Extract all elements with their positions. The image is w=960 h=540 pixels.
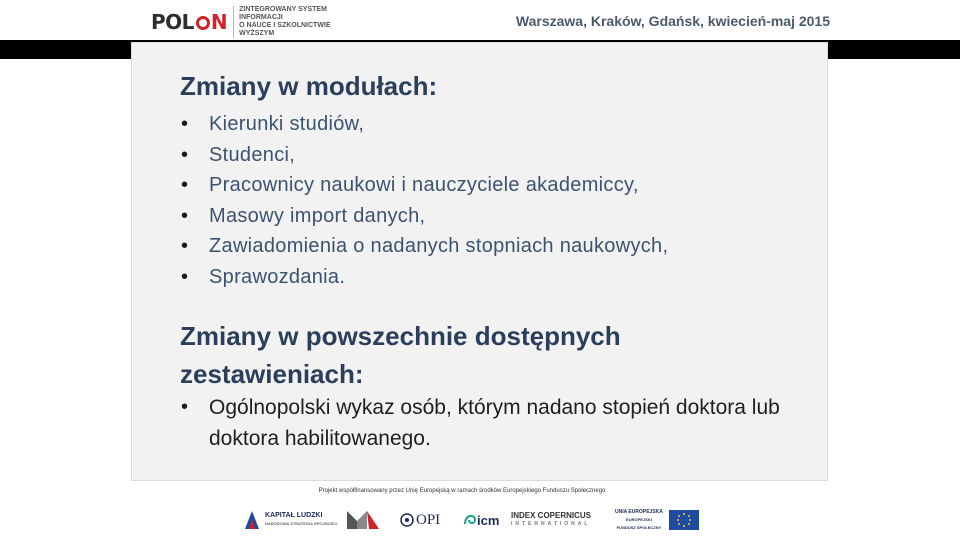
icm-swirl-icon: [463, 512, 477, 528]
opi-emblem-icon: [400, 513, 414, 527]
index-copernicus-logo[interactable]: [511, 506, 591, 534]
logo-tagline: [233, 6, 355, 38]
kapital-title: KAPITAŁ LUDZKI: [265, 512, 323, 519]
eu-line-3: FUNDUSZ SPOŁECZNY: [616, 525, 662, 530]
module-changes-list: [180, 109, 668, 292]
footer-logos-strip: [155, 484, 769, 540]
index-copernicus-text: INDEX COPERNICUS: [511, 511, 592, 520]
list-item: • Kierunki studiów,: [180, 109, 668, 140]
header: [0, 0, 960, 40]
slide-content-panel: [131, 42, 828, 481]
kapital-ludzki-logo[interactable]: [243, 506, 337, 534]
kapital-sub: NARODOWA STRATEGIA SPÓJNOŚCI: [265, 521, 338, 526]
eu-logo[interactable]: [615, 506, 699, 534]
kapital-ludzki-icon: [243, 509, 261, 531]
index-copernicus-sub: INTERNATIONAL: [511, 521, 591, 527]
mnisw-logo[interactable]: [345, 506, 381, 534]
icm-text: icm: [477, 512, 500, 528]
list-item: • Ogólnopolski wykaz osób, którym nadano stopień doktora lub doktora habilitowanego.: [180, 392, 780, 454]
list-item: • Masowy import danych,: [180, 201, 668, 232]
opi-text: OPI: [416, 511, 441, 528]
partner-logos: [155, 502, 769, 536]
eu-flag-icon: [669, 510, 699, 530]
eu-line-2: EUROPEJSKI: [626, 517, 652, 522]
list-item: • Studenci,: [180, 140, 668, 171]
icm-logo[interactable]: [463, 506, 499, 534]
heading-public-reports: Zmiany w powszechnie dostępnych zestawieniach:: [180, 321, 621, 389]
logo-tagline-line-2: O NAUCE I SZKOLNICTWIE WYŻSZYM: [239, 22, 331, 37]
eu-line-1: UNIA EUROPEJSKA: [615, 509, 663, 515]
polon-logo[interactable]: [151, 6, 355, 37]
heading-module-changes: Zmiany w modułach:: [180, 71, 438, 101]
footer-caption: Projekt współfinansowany przez Unię Europejską w ramach środków Europejskiego Funduszu Społecznego: [318, 488, 606, 494]
logo-ring-icon: [196, 16, 210, 30]
public-reports-list: [180, 392, 780, 454]
logo-pol: POL: [151, 10, 194, 34]
header-location: Warszawa, Kraków, Gdańsk, kwiecień-maj 2015: [515, 13, 830, 29]
polon-wordmark: [151, 10, 227, 34]
opi-logo[interactable]: [400, 506, 440, 534]
logo-tagline-line-1: ZINTEGROWANY SYSTEM INFORMACJI: [239, 6, 327, 21]
list-item: • Zawiadomienia o nadanych stopniach naukowych,: [180, 231, 668, 262]
mnisw-icon: [345, 509, 381, 531]
list-item: • Sprawozdania.: [180, 262, 668, 293]
list-item: • Pracownicy naukowi i nauczyciele akademiccy,: [180, 170, 668, 201]
logo-n: N: [210, 10, 228, 34]
